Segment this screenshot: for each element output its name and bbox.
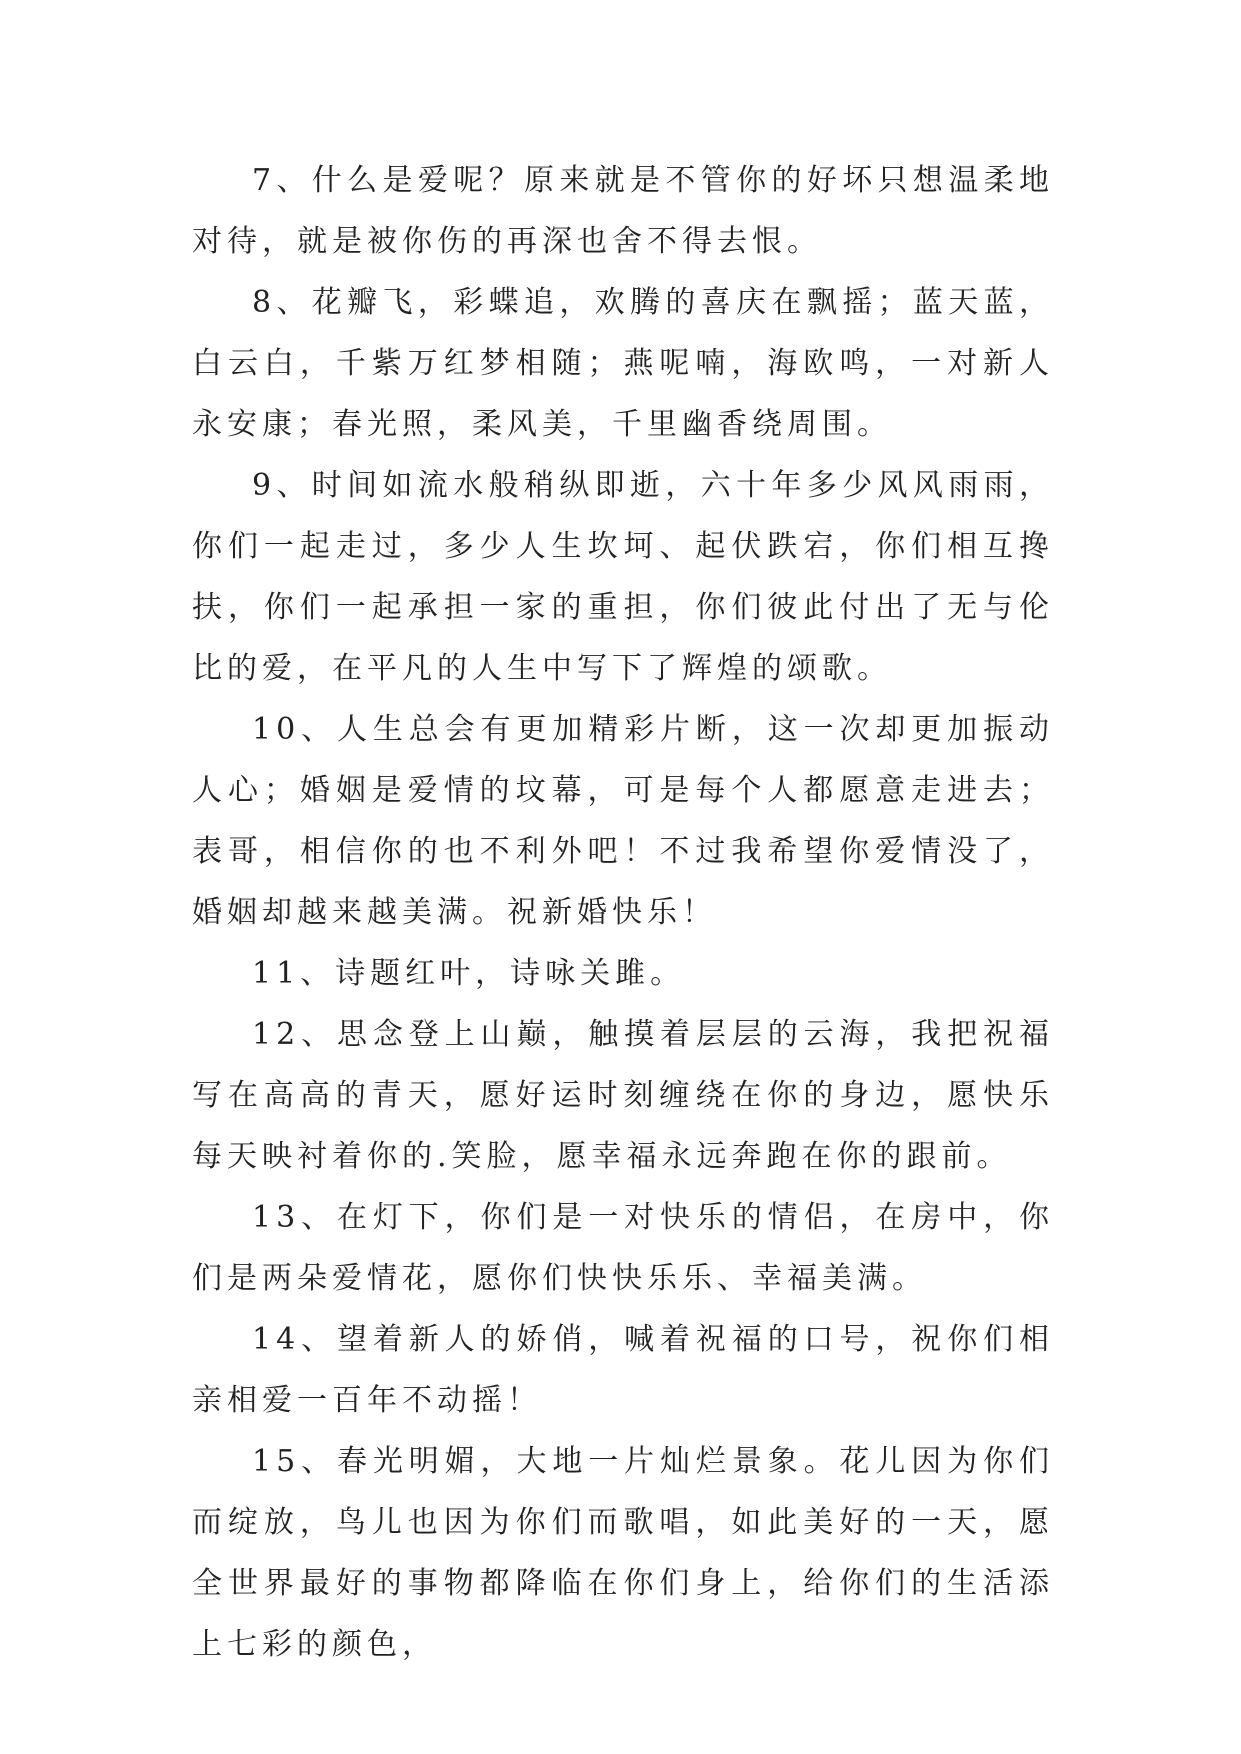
paragraph: 10、人生总会有更加精彩片断，这一次却更加振动人心；婚姻是爱情的坟幕，可是每个人都愿意走进去；表哥，相信你的也不利外吧！不过我希望你爱情没了，婚姻却越来越美满。祝新婚快乐！ <box>192 712 1054 930</box>
paragraph: 9、时间如流水般稍纵即逝，六十年多少风风雨雨，你们一起走过，多少人生坎坷、起伏跌宕，你们相互搀扶，你们一起承担一家的重担，你们彼此付出了无与伦比的爱，在平凡的人生中写下了辉煌的颂歌。 <box>192 468 1054 686</box>
paragraph: 11、诗题红叶，诗咏关雎。 <box>252 956 686 991</box>
paragraph: 7、什么是爱呢？原来就是不管你的好坏只想温柔地对待，就是被你伤的再深也舍不得去恨。 <box>192 163 1054 259</box>
paragraph: 15、春光明媚，大地一片灿烂景象。花儿因为你们而绽放，鸟儿也因为你们而歌唱，如此美好的一天，愿全世界最好的事物都降临在你们身上，给你们的生活添上七彩的颜色， <box>192 1444 1054 1662</box>
paragraph: 13、在灯下，你们是一对快乐的情侣，在房中，你们是两朵爱情花，愿你们快快乐乐、幸福美满。 <box>192 1200 1054 1296</box>
document-body <box>192 150 1054 1675</box>
paragraph: 14、望着新人的娇俏，喊着祝福的口号，祝你们相亲相爱一百年不动摇！ <box>192 1322 1054 1418</box>
paragraph: 12、思念登上山巅，触摸着层层的云海，我把祝福写在高高的青天，愿好运时刻缠绕在你的身边，愿快乐每天映衬着你的.笑脸，愿幸福永远奔跑在你的跟前。 <box>192 1017 1054 1174</box>
paragraph: 8、花瓣飞，彩蝶追，欢腾的喜庆在飘摇；蓝天蓝，白云白，千紫万红梦相随；燕呢喃，海欧鸣，一对新人永安康；春光照，柔风美，千里幽香绕周围。 <box>192 285 1054 442</box>
